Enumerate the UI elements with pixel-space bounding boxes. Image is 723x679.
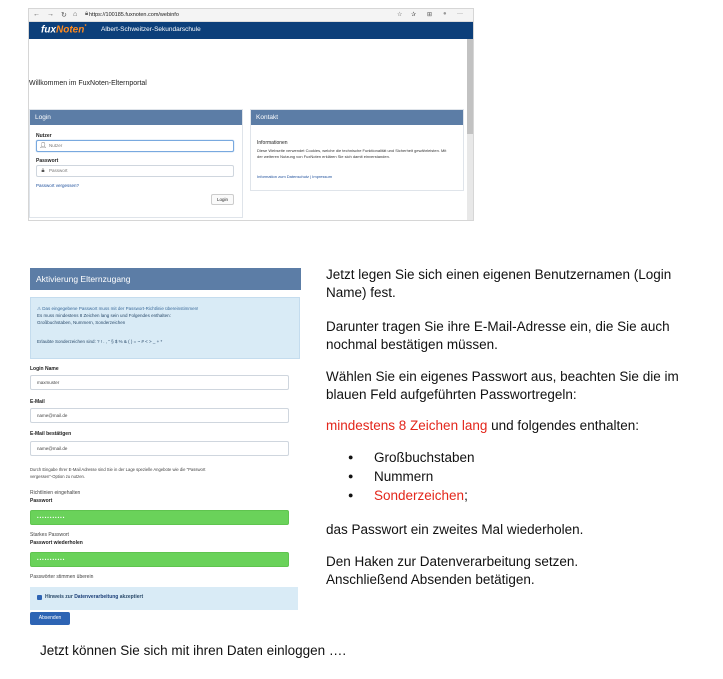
alert-line-1: ⚠ Das eingegebene Passwort muss mit der Passwort-Richtlinie übereinstimmen!	[37, 306, 199, 311]
password-repeat-input[interactable]: •••••••••••	[30, 552, 289, 567]
password-label: Passwort	[36, 158, 59, 164]
user-label: Nutzer	[36, 133, 52, 139]
login-panel	[29, 109, 243, 218]
address-bar[interactable]: https://100185.fuxnoten.com/webinfo	[89, 12, 179, 18]
favorites-bar-icon[interactable]: ✰	[411, 12, 417, 18]
user-input[interactable]: 👤︎ Nutzer	[36, 140, 234, 152]
portal-screenshot	[28, 8, 474, 221]
lock-icon: 🔒︎	[41, 168, 45, 174]
email-confirm-input[interactable]: name@mail.de	[30, 441, 289, 456]
info-text: Diese Webseite verwendet Cookies, welche die technische Funktionalität und Sicherheit gewährleisten. Mit der weiteren Nutzung von FuxNoten erklären Sie sich damit einverstanden.	[257, 148, 447, 159]
policy-status: Richtlinien eingehalten	[30, 490, 81, 496]
browser-toolbar	[29, 9, 473, 22]
email-label: E-Mail	[30, 399, 45, 405]
privacy-imprint-link[interactable]: Information zum Datenschutz | Impressum	[257, 174, 333, 179]
more-menu-icon[interactable]: ···	[457, 11, 463, 17]
login-button[interactable]: Login	[211, 194, 234, 205]
password-policy-alert	[30, 297, 300, 359]
alert-line-2: Es muss mindestens 8 Zeichen lang sein und Folgendes enthalten:	[37, 313, 171, 318]
password-input[interactable]: 🔒︎ Passwort	[36, 165, 234, 177]
alert-line-4: Erlaubte Sonderzeichen sind: ? ! . , " § $ % & ( ) = ~ # < > _ + *	[37, 339, 163, 344]
instruction-email: Darunter tragen Sie ihre E-Mail-Adresse ein, die Sie auch nochmal bestätigen müssen.	[326, 319, 670, 352]
instruction-repeat: das Passwort ein zweites Mal wiederholen.	[326, 522, 584, 537]
password-input[interactable]: •••••••••••	[30, 510, 289, 525]
lock-icon: 🔒︎	[85, 11, 89, 17]
email-confirm-label: E-Mail bestätigen	[30, 431, 72, 437]
forward-icon[interactable]: →	[47, 11, 54, 18]
profile-icon[interactable]: ●	[443, 11, 447, 17]
login-name-label: Login Name	[30, 366, 59, 372]
portal-header	[29, 22, 473, 39]
data-processing-checkbox[interactable]	[37, 595, 42, 600]
data-processing-label[interactable]: Hinweis zur Datenverarbeitung akzeptiert	[45, 594, 144, 600]
reload-icon[interactable]: ↻	[61, 12, 67, 19]
email-note-line-2: vergessen"-Option zu nutzen.	[30, 474, 86, 479]
contact-panel	[250, 109, 464, 191]
password-rules-list	[326, 448, 706, 505]
forgot-password-link[interactable]: Passwort vergessen?	[36, 183, 80, 188]
collections-icon[interactable]: ⊞	[427, 12, 433, 18]
closing-note: Jetzt können Sie sich mit ihren Daten einloggen ….	[40, 643, 347, 658]
back-icon[interactable]: ←	[33, 11, 40, 18]
info-title: Informationen	[257, 140, 288, 146]
user-icon: 👤︎	[39, 143, 47, 149]
instruction-rules: mindestens 8 Zeichen lang und folgendes enthalten:	[326, 418, 639, 433]
email-note-line-1: Durch Eingabe Ihrer E-Mail Adresse sind Sie in der Lage spezielle Angebote wie die "Passwort	[30, 467, 206, 472]
password-label: Passwort	[30, 498, 53, 504]
data-processing-box	[30, 587, 298, 610]
favorite-icon[interactable]: ☆	[397, 12, 403, 18]
alert-line-3: Großbuchstaben, Nummern, Sonderzeichen	[37, 320, 126, 325]
login-panel-title: Login	[30, 110, 242, 125]
scrollbar-thumb[interactable]	[467, 39, 473, 134]
password-strength: Starkes Passwort	[30, 532, 69, 538]
submit-button[interactable]: Absenden	[30, 612, 70, 625]
rule-special-chars: ● Sonderzeichen;	[326, 486, 706, 505]
welcome-heading: Willkommen im FuxNoten-Elternportal	[29, 80, 147, 87]
home-icon[interactable]: ⌂	[73, 11, 78, 18]
activation-screenshot	[28, 264, 301, 628]
fuxnoten-logo[interactable]: fuxNoten*	[41, 24, 87, 36]
instruction-submit-line-2: Anschließend Absenden betätigen.	[326, 572, 535, 587]
rule-numbers: ● Nummern	[326, 467, 706, 486]
instruction-submit-line-1: Den Haken zur Datenverarbeitung setzen.	[326, 554, 579, 569]
rule-uppercase: ● Großbuchstaben	[326, 448, 706, 467]
login-name-input[interactable]: maxmuster	[30, 375, 289, 390]
password-repeat-label: Passwort wiederholen	[30, 540, 83, 546]
password-match-status: Passwörter stimmen überein	[30, 574, 94, 580]
activation-header: Aktivierung Elternzugang	[30, 268, 301, 290]
contact-panel-title: Kontakt	[251, 110, 463, 125]
school-name: Albert-Schweitzer-Sekundarschule	[101, 26, 201, 33]
instruction-password: Wählen Sie ein eigenes Passwort aus, beachten Sie die im blauen Feld aufgeführten Passwortregeln:	[326, 369, 679, 402]
instruction-login-name: Jetzt legen Sie sich einen eigenen Benutzernamen (Login Name) fest.	[326, 267, 672, 300]
email-input[interactable]: name@mail.de	[30, 408, 289, 423]
